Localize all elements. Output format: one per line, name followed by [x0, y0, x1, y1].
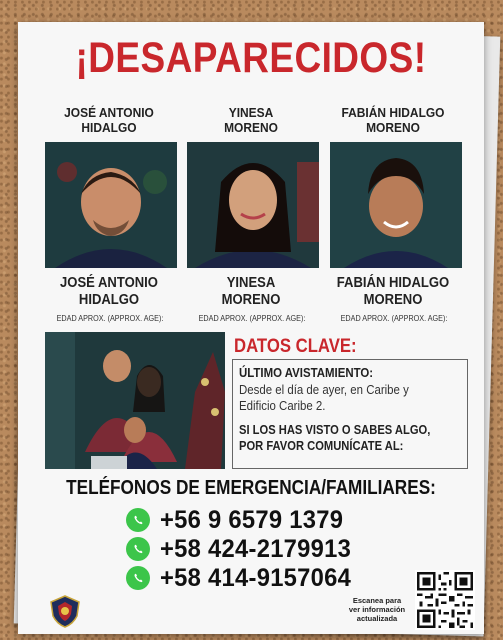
last-sighting-box [232, 359, 468, 469]
person-1-name-line1: JOSÉ ANTONIO [64, 105, 154, 120]
phone-row-2 [126, 535, 361, 563]
person-2-name-line1-bottom: YINESA [226, 275, 276, 291]
contact-call-to-action [239, 422, 450, 454]
phone-row-1 [126, 506, 353, 534]
person-2-photo [187, 142, 319, 268]
person-3-photo [330, 142, 462, 268]
person-1-name-line2-bottom: HIDALGO [78, 292, 140, 308]
poster-headline: ¡DESAPARECIDOS! [75, 34, 427, 82]
person-2-name-line1: YINESA [228, 105, 274, 120]
phone-number-1[interactable]: +56 9 6579 1379 [160, 505, 344, 534]
person-2-age: EDAD APROX. (APPROX. AGE): [198, 313, 306, 323]
scan-line1: Escanea para [352, 596, 402, 605]
person-3-name-line1-bottom: FABIÁN HIDALGO [336, 275, 450, 291]
call-line2: POR FAVOR COMUNÍCATE AL: [239, 438, 404, 453]
person-3-age: EDAD APROX. (APPROX. AGE): [340, 313, 448, 323]
scan-instructions [341, 596, 413, 623]
person-3-name-top [324, 105, 462, 135]
person-1-name-line2: HIDALGO [81, 120, 137, 135]
whatsapp-icon [126, 508, 150, 532]
person-3-name-line2-bottom: MORENO [363, 292, 423, 308]
last-sighting-line1: Desde el día de ayer, en Caribe y [239, 382, 409, 397]
person-3-name-line1: FABIÁN HIDALGO [341, 105, 445, 120]
phone-row-3 [126, 564, 361, 592]
scan-line3: actualizada [356, 614, 398, 623]
person-3-name-line2: MORENO [366, 120, 420, 135]
whatsapp-icon [126, 537, 150, 561]
call-line1: SI LOS HAS VISTO O SABES ALGO, [239, 422, 431, 437]
person-1-name [42, 275, 177, 309]
phone-number-2[interactable]: +58 424-2179913 [160, 534, 352, 563]
qr-code[interactable] [415, 570, 475, 630]
last-sighting-text [239, 382, 450, 414]
person-1-name-top [40, 105, 178, 135]
police-badge-icon [48, 594, 82, 628]
person-1-photo [45, 142, 177, 268]
family-photo [45, 332, 225, 469]
emergency-phones-title: TELÉFONOS DE EMERGENCIA/FAMILIARES: [66, 477, 436, 499]
person-1-name-line1-bottom: JOSÉ ANTONIO [60, 275, 158, 291]
scan-line2: ver información [348, 605, 406, 614]
person-1-age: EDAD APROX. (APPROX. AGE): [56, 313, 164, 323]
whatsapp-icon [126, 566, 150, 590]
person-2-name-top [182, 105, 320, 135]
last-sighting-label: ÚLTIMO AVISTAMIENTO: [239, 365, 374, 380]
person-2-name [184, 275, 319, 309]
person-2-name-line2-bottom: MORENO [221, 292, 281, 308]
key-data-title: DATOS CLAVE: [234, 336, 357, 357]
missing-persons-poster [18, 22, 484, 634]
person-3-name [326, 275, 461, 309]
person-2-name-line2: MORENO [224, 120, 278, 135]
phone-number-3[interactable]: +58 414-9157064 [160, 563, 352, 592]
last-sighting-line2: Edificio Caribe 2. [239, 398, 326, 413]
